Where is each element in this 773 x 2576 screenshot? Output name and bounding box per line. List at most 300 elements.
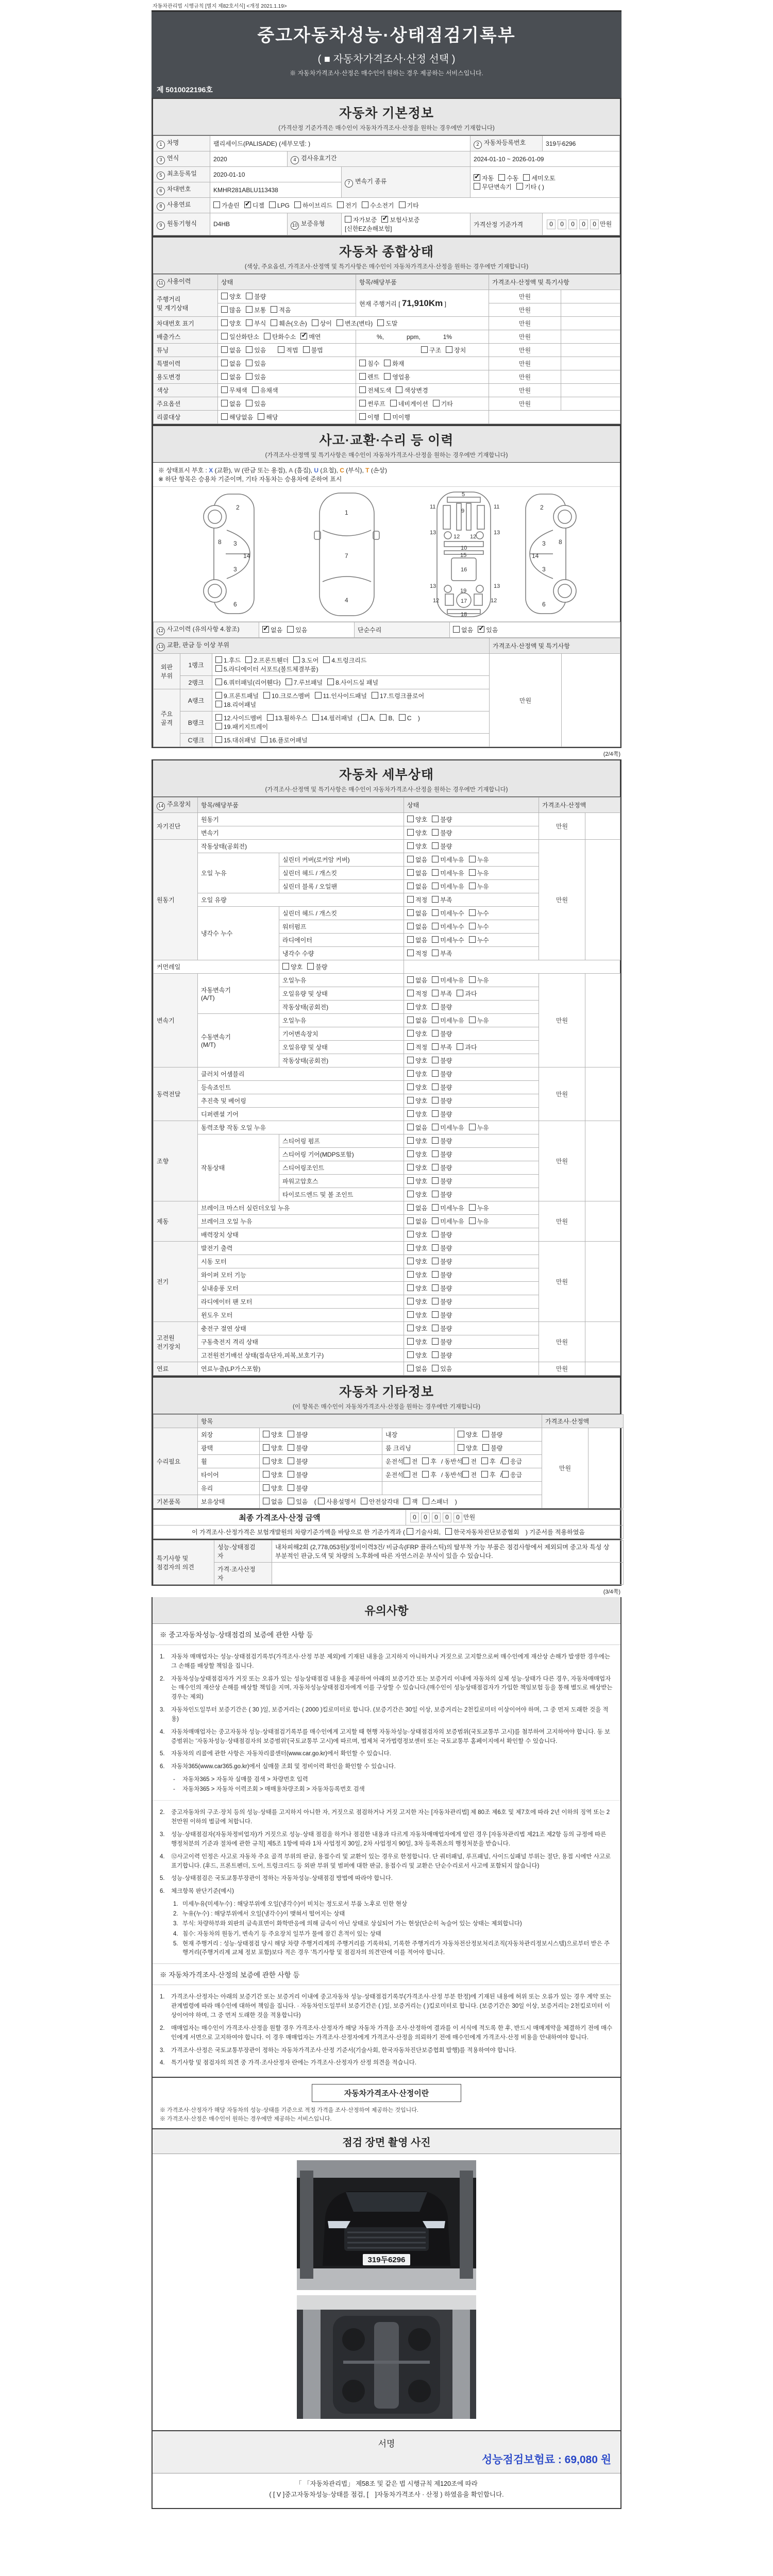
checkbox-icon[interactable] bbox=[433, 400, 440, 406]
checkbox-option[interactable]: 3.도어 bbox=[293, 657, 318, 664]
checkbox-option[interactable]: 적정 bbox=[407, 950, 427, 957]
checkbox-option[interactable]: 4.트렁크리드 bbox=[323, 657, 366, 664]
checkbox-icon[interactable] bbox=[422, 1471, 429, 1478]
checkbox-icon[interactable] bbox=[469, 1217, 476, 1224]
checkbox-option[interactable]: 불량 bbox=[432, 1312, 452, 1319]
checkbox-icon[interactable] bbox=[407, 1124, 414, 1130]
checkbox-option[interactable]: 양호 bbox=[407, 1352, 427, 1359]
checkbox-icon[interactable] bbox=[407, 990, 414, 996]
checkbox-icon[interactable] bbox=[271, 319, 277, 326]
checkbox-option[interactable]: ✓ 없음 bbox=[262, 626, 282, 634]
checkbox-icon[interactable] bbox=[469, 976, 476, 983]
checkbox-option[interactable]: 6.쿼터패널(리어휀다) bbox=[215, 679, 281, 686]
checkbox-icon[interactable] bbox=[432, 1271, 439, 1278]
checkbox-icon[interactable] bbox=[261, 736, 267, 743]
checkbox-icon[interactable] bbox=[215, 714, 222, 721]
checkbox-icon[interactable] bbox=[407, 1231, 414, 1238]
checkbox-option[interactable]: 없음 bbox=[453, 626, 473, 634]
checkbox-icon[interactable] bbox=[404, 1498, 410, 1504]
checkbox-icon[interactable] bbox=[215, 656, 222, 663]
checkbox-icon[interactable] bbox=[432, 1258, 439, 1264]
checkbox-icon[interactable] bbox=[407, 936, 414, 943]
checkbox-option[interactable]: 누유 bbox=[469, 1017, 489, 1024]
checkbox-option[interactable]: 스패너 bbox=[423, 1498, 449, 1505]
checkbox-icon[interactable] bbox=[432, 829, 439, 836]
checkbox-option[interactable]: 없음 bbox=[407, 1218, 427, 1225]
checkbox-option[interactable]: 양호 bbox=[263, 1471, 283, 1479]
checkbox-icon[interactable] bbox=[432, 1284, 439, 1291]
checkbox-icon[interactable] bbox=[215, 701, 222, 707]
checkbox-option[interactable]: 미세누유 bbox=[432, 870, 464, 877]
checkbox-icon[interactable] bbox=[432, 896, 439, 903]
checkbox-icon[interactable] bbox=[384, 373, 391, 380]
checkbox-option[interactable]: 불법 bbox=[303, 347, 323, 354]
checkbox-option[interactable]: 양호 bbox=[407, 1164, 427, 1172]
checkbox-icon[interactable] bbox=[407, 1070, 414, 1077]
checkbox-icon[interactable] bbox=[432, 1231, 439, 1238]
checkbox-icon[interactable] bbox=[445, 1528, 452, 1535]
checkbox-option[interactable]: 적정 bbox=[407, 1044, 427, 1051]
checkbox-option[interactable]: 양호 bbox=[221, 320, 241, 327]
checkbox-icon[interactable] bbox=[432, 869, 439, 876]
checkbox-option[interactable]: 누수 bbox=[469, 923, 489, 930]
checkbox-icon[interactable] bbox=[432, 1057, 439, 1063]
checkbox-icon[interactable] bbox=[407, 1284, 414, 1291]
checkbox-icon[interactable] bbox=[432, 1204, 439, 1211]
checkbox-option[interactable]: 없음 bbox=[407, 937, 427, 944]
checkbox-option[interactable]: 양호 bbox=[282, 963, 303, 971]
checkbox-icon[interactable] bbox=[407, 1110, 414, 1117]
checkbox-option[interactable]: 양호 bbox=[263, 1431, 283, 1438]
checkbox-icon[interactable] bbox=[407, 1191, 414, 1197]
checkbox-option[interactable]: 양호 bbox=[407, 816, 427, 823]
checkbox-option[interactable]: 없음 bbox=[407, 977, 427, 984]
checkbox-icon[interactable] bbox=[285, 679, 292, 685]
checkbox-option[interactable]: 있음 bbox=[287, 626, 307, 634]
checkbox-icon[interactable] bbox=[307, 963, 314, 970]
checkbox-option[interactable]: 불량 bbox=[432, 829, 452, 837]
checkbox-icon[interactable] bbox=[469, 923, 476, 929]
checkbox-icon[interactable] bbox=[469, 856, 476, 862]
checkbox-option[interactable]: 전 bbox=[462, 1458, 477, 1465]
checkbox-option[interactable]: 기타 bbox=[399, 202, 419, 209]
checkbox-option[interactable]: 기타 ( ) bbox=[516, 183, 544, 191]
checkbox-option[interactable]: 부족 bbox=[432, 1044, 452, 1051]
checkbox-option[interactable]: 전 bbox=[462, 1471, 477, 1479]
checkbox-icon[interactable] bbox=[432, 1137, 439, 1144]
checkbox-option[interactable]: 양호 bbox=[407, 843, 427, 850]
checkbox-icon[interactable] bbox=[407, 1043, 414, 1050]
checkbox-icon[interactable] bbox=[407, 1003, 414, 1010]
checkbox-option[interactable]: 전 bbox=[404, 1471, 418, 1479]
checkbox-icon[interactable] bbox=[432, 1164, 439, 1171]
checkbox-option[interactable]: 미세누유 bbox=[432, 1017, 464, 1024]
checkbox-option[interactable]: 불량 bbox=[288, 1431, 308, 1438]
checkbox-option[interactable]: 양호 bbox=[263, 1485, 283, 1492]
checkbox-icon[interactable] bbox=[502, 1471, 509, 1478]
checkbox-option[interactable]: 미세누수 bbox=[432, 923, 464, 930]
checkbox-option[interactable]: 적정 bbox=[407, 990, 427, 997]
checkbox-icon[interactable] bbox=[359, 400, 366, 406]
checkbox-icon[interactable] bbox=[278, 346, 284, 353]
checkbox-icon[interactable] bbox=[359, 386, 366, 393]
checkbox-icon[interactable] bbox=[384, 413, 391, 420]
checkbox-option[interactable]: 미이행 bbox=[384, 414, 410, 421]
checkbox-icon[interactable] bbox=[271, 306, 277, 313]
checkbox-icon[interactable] bbox=[327, 679, 334, 685]
checkbox-icon[interactable] bbox=[481, 1471, 488, 1478]
checkbox-checked-icon[interactable] bbox=[244, 201, 251, 208]
checkbox-icon[interactable] bbox=[469, 869, 476, 876]
checkbox-icon[interactable] bbox=[432, 1325, 439, 1331]
checkbox-option[interactable]: 7.루브패널 bbox=[285, 679, 323, 686]
checkbox-icon[interactable] bbox=[474, 183, 480, 190]
checkbox-option[interactable]: 네비게이션 bbox=[390, 400, 428, 408]
checkbox-icon[interactable] bbox=[432, 1043, 439, 1050]
checkbox-option[interactable]: 양호 bbox=[407, 1084, 427, 1091]
checkbox-option[interactable]: 불량 bbox=[432, 1111, 452, 1118]
checkbox-option[interactable]: 적법 bbox=[278, 347, 298, 354]
checkbox-icon[interactable] bbox=[404, 1471, 410, 1478]
checkbox-option[interactable]: 양호 bbox=[407, 1285, 427, 1292]
checkbox-option[interactable]: 양호 bbox=[407, 1258, 427, 1265]
checkbox-icon[interactable] bbox=[404, 1458, 410, 1464]
checkbox-option[interactable]: ✓ 보험사보증 bbox=[381, 216, 419, 224]
checkbox-icon[interactable] bbox=[294, 201, 301, 208]
checkbox-icon[interactable] bbox=[215, 736, 222, 743]
checkbox-option[interactable]: 19.패키지트레이 bbox=[215, 723, 268, 731]
checkbox-option[interactable]: 불량 bbox=[432, 1138, 452, 1145]
checkbox-option[interactable]: 유채색 bbox=[252, 387, 278, 394]
checkbox-icon[interactable] bbox=[407, 1244, 414, 1251]
checkbox-option[interactable]: 불량 bbox=[432, 1338, 452, 1346]
checkbox-option[interactable]: 양호 bbox=[407, 1191, 427, 1198]
checkbox-icon[interactable] bbox=[481, 1458, 488, 1464]
checkbox-icon[interactable] bbox=[372, 692, 378, 699]
checkbox-option[interactable]: ✓ 자동 bbox=[474, 175, 494, 182]
checkbox-icon[interactable] bbox=[282, 963, 289, 970]
checkbox-option[interactable]: 8.사이드실 패널 bbox=[327, 679, 378, 686]
checkbox-option[interactable]: 부식 bbox=[246, 320, 266, 327]
checkbox-icon[interactable] bbox=[432, 856, 439, 862]
checkbox-icon[interactable] bbox=[407, 1311, 414, 1318]
checkbox-icon[interactable] bbox=[432, 1298, 439, 1304]
checkbox-option[interactable]: 미세누유 bbox=[432, 1218, 464, 1225]
checkbox-icon[interactable] bbox=[361, 1498, 367, 1504]
checkbox-icon[interactable] bbox=[407, 923, 414, 929]
checkbox-option[interactable]: 양호 bbox=[407, 1004, 427, 1011]
checkbox-option[interactable]: 불량 bbox=[432, 843, 452, 850]
checkbox-checked-icon[interactable] bbox=[474, 174, 480, 181]
checkbox-icon[interactable] bbox=[263, 1458, 270, 1464]
checkbox-option[interactable]: 13.휠하우스 bbox=[267, 715, 308, 722]
checkbox-icon[interactable] bbox=[432, 1338, 439, 1345]
checkbox-option[interactable]: 불량 bbox=[482, 1445, 502, 1452]
checkbox-icon[interactable] bbox=[482, 1444, 489, 1451]
checkbox-option[interactable]: 없음 bbox=[407, 856, 427, 863]
checkbox-icon[interactable] bbox=[221, 386, 228, 393]
checkbox-icon[interactable] bbox=[407, 1271, 414, 1278]
checkbox-option[interactable]: 썬루프 bbox=[359, 400, 385, 408]
checkbox-icon[interactable] bbox=[516, 183, 523, 190]
checkbox-option[interactable]: 양호 bbox=[407, 1111, 427, 1118]
checkbox-option[interactable]: 양호 bbox=[407, 1325, 427, 1332]
checkbox-option[interactable]: 부족 bbox=[432, 896, 452, 904]
checkbox-icon[interactable] bbox=[407, 1083, 414, 1090]
checkbox-option[interactable]: B, bbox=[380, 715, 394, 722]
checkbox-icon[interactable] bbox=[407, 1177, 414, 1184]
checkbox-option[interactable]: 누유 bbox=[469, 856, 489, 863]
checkbox-icon[interactable] bbox=[407, 1137, 414, 1144]
checkbox-icon[interactable] bbox=[246, 373, 253, 380]
checkbox-icon[interactable] bbox=[469, 883, 476, 889]
checkbox-option[interactable]: 양호 bbox=[407, 1312, 427, 1319]
checkbox-icon[interactable] bbox=[432, 1191, 439, 1197]
checkbox-icon[interactable] bbox=[407, 1057, 414, 1063]
checkbox-option[interactable]: LPG bbox=[269, 202, 290, 209]
checkbox-option[interactable]: 미세누유 bbox=[432, 1205, 464, 1212]
checkbox-icon[interactable] bbox=[407, 1097, 414, 1104]
checkbox-option[interactable]: 있음 bbox=[432, 1365, 452, 1372]
checkbox-icon[interactable] bbox=[221, 360, 228, 366]
checkbox-icon[interactable] bbox=[407, 1325, 414, 1331]
checkbox-icon[interactable] bbox=[498, 174, 505, 181]
checkbox-option[interactable]: 전 bbox=[404, 1458, 418, 1465]
checkbox-icon[interactable] bbox=[407, 1217, 414, 1224]
checkbox-icon[interactable] bbox=[432, 1110, 439, 1117]
checkbox-checked-icon[interactable] bbox=[262, 626, 269, 633]
checkbox-icon[interactable] bbox=[263, 1498, 270, 1504]
checkbox-icon[interactable] bbox=[482, 1431, 489, 1437]
checkbox-option[interactable]: 불량 bbox=[246, 293, 266, 300]
checkbox-option[interactable]: 불량 bbox=[432, 1151, 452, 1158]
checkbox-option[interactable]: 양호 bbox=[458, 1431, 478, 1438]
checkbox-option[interactable]: 응급 bbox=[502, 1471, 522, 1479]
checkbox-icon[interactable] bbox=[432, 1030, 439, 1037]
checkbox-option[interactable]: 18.리어패널 bbox=[215, 701, 256, 708]
checkbox-icon[interactable] bbox=[407, 1298, 414, 1304]
checkbox-icon[interactable] bbox=[288, 1471, 294, 1478]
checkbox-option[interactable]: 변조(변타) bbox=[337, 320, 373, 327]
checkbox-option[interactable]: 없음 bbox=[221, 374, 241, 381]
checkbox-icon[interactable] bbox=[246, 319, 253, 326]
checkbox-option[interactable]: 양호 bbox=[407, 1057, 427, 1064]
checkbox-option[interactable]: 양호 bbox=[407, 1231, 427, 1239]
checkbox-icon[interactable] bbox=[323, 656, 330, 663]
checkbox-option[interactable]: 없음 bbox=[407, 1124, 427, 1131]
checkbox-option[interactable]: 있음 bbox=[246, 374, 266, 381]
checkbox-icon[interactable] bbox=[469, 936, 476, 943]
checkbox-icon[interactable] bbox=[258, 413, 264, 420]
checkbox-icon[interactable] bbox=[312, 319, 318, 326]
checkbox-icon[interactable] bbox=[221, 293, 228, 299]
checkbox-option[interactable]: 불량 bbox=[432, 1071, 452, 1078]
checkbox-icon[interactable] bbox=[221, 346, 228, 353]
checkbox-icon[interactable] bbox=[215, 665, 222, 672]
checkbox-option[interactable]: 침수 bbox=[359, 360, 379, 367]
checkbox-option[interactable]: 후 bbox=[481, 1471, 496, 1479]
checkbox-option[interactable]: 누유 bbox=[469, 883, 489, 890]
checkbox-option[interactable]: 있음 bbox=[246, 400, 266, 408]
checkbox-icon[interactable] bbox=[432, 936, 439, 943]
checkbox-option[interactable]: 미세누수 bbox=[432, 937, 464, 944]
checkbox-option[interactable]: 불량 bbox=[307, 963, 327, 971]
checkbox-option[interactable]: 미세누유 bbox=[432, 856, 464, 863]
checkbox-icon[interactable] bbox=[453, 626, 460, 633]
checkbox-option[interactable]: 불량 bbox=[432, 1164, 452, 1172]
checkbox-icon[interactable] bbox=[432, 1124, 439, 1130]
checkbox-icon[interactable] bbox=[469, 909, 476, 916]
checkbox-icon[interactable] bbox=[359, 373, 366, 380]
checkbox-icon[interactable] bbox=[457, 990, 463, 996]
checkbox-checked-icon[interactable] bbox=[478, 626, 484, 633]
checkbox-option[interactable]: 양호 bbox=[407, 829, 427, 837]
checkbox-icon[interactable] bbox=[432, 950, 439, 956]
checkbox-icon[interactable] bbox=[462, 1458, 469, 1464]
checkbox-icon[interactable] bbox=[432, 976, 439, 983]
checkbox-option[interactable]: 구조 bbox=[421, 347, 441, 354]
checkbox-icon[interactable] bbox=[263, 692, 270, 699]
checkbox-icon[interactable] bbox=[263, 1444, 270, 1451]
checkbox-option[interactable]: 렌트 bbox=[359, 374, 379, 381]
checkbox-option[interactable]: 없음 bbox=[407, 870, 427, 877]
checkbox-option[interactable]: 수소전기 bbox=[362, 202, 394, 209]
checkbox-icon[interactable] bbox=[407, 976, 414, 983]
checkbox-option[interactable]: 없음 bbox=[407, 883, 427, 890]
checkbox-icon[interactable] bbox=[407, 816, 414, 822]
checkbox-option[interactable]: 불량 bbox=[432, 1285, 452, 1292]
checkbox-icon[interactable] bbox=[458, 1431, 464, 1437]
checkbox-icon[interactable] bbox=[245, 656, 252, 663]
checkbox-option[interactable]: 없음 bbox=[407, 1205, 427, 1212]
checkbox-icon[interactable] bbox=[432, 909, 439, 916]
checkbox-option[interactable]: A, bbox=[361, 715, 375, 722]
checkbox-icon[interactable] bbox=[263, 1484, 270, 1491]
checkbox-option[interactable]: 불량 bbox=[432, 1245, 452, 1252]
checkbox-option[interactable]: 11.인사이드패널 bbox=[315, 692, 367, 700]
checkbox-option[interactable]: 불량 bbox=[288, 1471, 308, 1479]
checkbox-option[interactable]: 화재 bbox=[384, 360, 404, 367]
checkbox-icon[interactable] bbox=[407, 842, 414, 849]
checkbox-option[interactable]: 전체도색 bbox=[359, 387, 391, 394]
checkbox-option[interactable]: 양호 bbox=[221, 293, 241, 300]
checkbox-option[interactable]: 사용설명서 bbox=[318, 1498, 356, 1505]
checkbox-icon[interactable] bbox=[523, 174, 530, 181]
checkbox-option[interactable]: 불량 bbox=[432, 1057, 452, 1064]
checkbox-option[interactable]: 양호 bbox=[407, 1138, 427, 1145]
checkbox-icon[interactable] bbox=[215, 723, 222, 730]
checkbox-option[interactable]: 상이 bbox=[312, 320, 332, 327]
checkbox-option[interactable]: 불량 bbox=[432, 1030, 452, 1038]
checkbox-icon[interactable] bbox=[457, 1043, 463, 1050]
checkbox-option[interactable]: 양호 bbox=[263, 1445, 283, 1452]
checkbox-option[interactable]: 누유 bbox=[469, 1218, 489, 1225]
checkbox-checked-icon[interactable] bbox=[381, 216, 388, 223]
checkbox-icon[interactable] bbox=[312, 714, 319, 721]
checkbox-icon[interactable] bbox=[359, 413, 366, 420]
checkbox-icon[interactable] bbox=[432, 923, 439, 929]
checkbox-icon[interactable] bbox=[215, 679, 222, 685]
checkbox-option[interactable]: 양호 bbox=[407, 1030, 427, 1038]
checkbox-icon[interactable] bbox=[246, 306, 253, 313]
checkbox-icon[interactable] bbox=[407, 1365, 414, 1371]
checkbox-option[interactable]: ✓ 매연 bbox=[300, 333, 321, 341]
checkbox-icon[interactable] bbox=[432, 1365, 439, 1371]
checkbox-icon[interactable] bbox=[246, 293, 253, 299]
checkbox-option[interactable]: 1.후드 bbox=[215, 657, 241, 664]
checkbox-option[interactable]: 있음 bbox=[288, 1498, 308, 1505]
checkbox-option[interactable]: 15.대쉬패널 bbox=[215, 737, 256, 744]
checkbox-option[interactable]: 없음 bbox=[407, 923, 427, 930]
checkbox-icon[interactable] bbox=[407, 909, 414, 916]
checkbox-icon[interactable] bbox=[423, 1498, 429, 1504]
checkbox-option[interactable]: 불량 bbox=[288, 1458, 308, 1465]
checkbox-icon[interactable] bbox=[446, 346, 452, 353]
checkbox-icon[interactable] bbox=[221, 400, 228, 406]
checkbox-icon[interactable] bbox=[288, 1498, 294, 1504]
checkbox-icon[interactable] bbox=[407, 1016, 414, 1023]
checkbox-icon[interactable] bbox=[221, 319, 228, 326]
checkbox-option[interactable]: 과다 bbox=[457, 1044, 477, 1051]
checkbox-icon[interactable] bbox=[432, 1016, 439, 1023]
checkbox-option[interactable]: 과다 bbox=[457, 990, 477, 997]
checkbox-option[interactable]: 안전삼각대 bbox=[361, 1498, 399, 1505]
checkbox-icon[interactable] bbox=[432, 1070, 439, 1077]
checkbox-option[interactable]: 보통 bbox=[246, 307, 266, 314]
checkbox-icon[interactable] bbox=[377, 319, 384, 326]
checkbox-icon[interactable] bbox=[246, 346, 253, 353]
checkbox-icon[interactable] bbox=[288, 1458, 294, 1464]
checkbox-option[interactable]: 누유 bbox=[469, 977, 489, 984]
checkbox-icon[interactable] bbox=[221, 306, 228, 313]
checkbox-icon[interactable] bbox=[315, 692, 322, 699]
checkbox-option[interactable]: 후 bbox=[422, 1458, 436, 1465]
checkbox-option[interactable]: 양호 bbox=[407, 1245, 427, 1252]
checkbox-icon[interactable] bbox=[345, 216, 351, 223]
checkbox-option[interactable]: 누수 bbox=[469, 910, 489, 917]
checkbox-icon[interactable] bbox=[269, 201, 276, 208]
checkbox-option[interactable]: 없음 bbox=[221, 360, 241, 367]
checkbox-icon[interactable] bbox=[407, 869, 414, 876]
checkbox-option[interactable]: 17.트렁크플로어 bbox=[372, 692, 424, 700]
checkbox-option[interactable]: 있음 bbox=[246, 360, 266, 367]
checkbox-option[interactable]: 5.라디에이터 서포트(볼트체결부품) bbox=[215, 666, 318, 673]
checkbox-icon[interactable] bbox=[469, 1124, 476, 1130]
checkbox-option[interactable]: 자가보증 bbox=[345, 216, 377, 224]
checkbox-icon[interactable] bbox=[469, 1204, 476, 1211]
checkbox-option[interactable]: 2.프론트휀더 bbox=[245, 657, 289, 664]
checkbox-option[interactable]: 가솔린 bbox=[213, 202, 240, 209]
checkbox-option[interactable]: 색상변경 bbox=[396, 387, 428, 394]
checkbox-icon[interactable] bbox=[263, 1431, 270, 1437]
checkbox-option[interactable]: 9.프론트패널 bbox=[215, 692, 259, 700]
checkbox-option[interactable]: 세미오토 bbox=[523, 175, 555, 182]
checkbox-option[interactable]: 영업용 bbox=[384, 374, 410, 381]
checkbox-option[interactable]: 불량 bbox=[432, 1097, 452, 1105]
checkbox-icon[interactable] bbox=[407, 1338, 414, 1345]
checkbox-icon[interactable] bbox=[407, 1258, 414, 1264]
checkbox-option[interactable]: 누유 bbox=[469, 1205, 489, 1212]
checkbox-option[interactable]: 양호 bbox=[263, 1458, 283, 1465]
checkbox-option[interactable]: 불량 bbox=[432, 1298, 452, 1306]
checkbox-icon[interactable] bbox=[288, 1484, 294, 1491]
checkbox-option[interactable]: 불량 bbox=[432, 1004, 452, 1011]
checkbox-option[interactable]: 양호 bbox=[407, 1272, 427, 1279]
checkbox-option[interactable]: 없음 bbox=[407, 1017, 427, 1024]
checkbox-option[interactable]: 10.크로스멤버 bbox=[263, 692, 310, 700]
checkbox-option[interactable]: 기술사회, bbox=[407, 1529, 441, 1536]
checkbox-option[interactable]: 양호 bbox=[407, 1097, 427, 1105]
